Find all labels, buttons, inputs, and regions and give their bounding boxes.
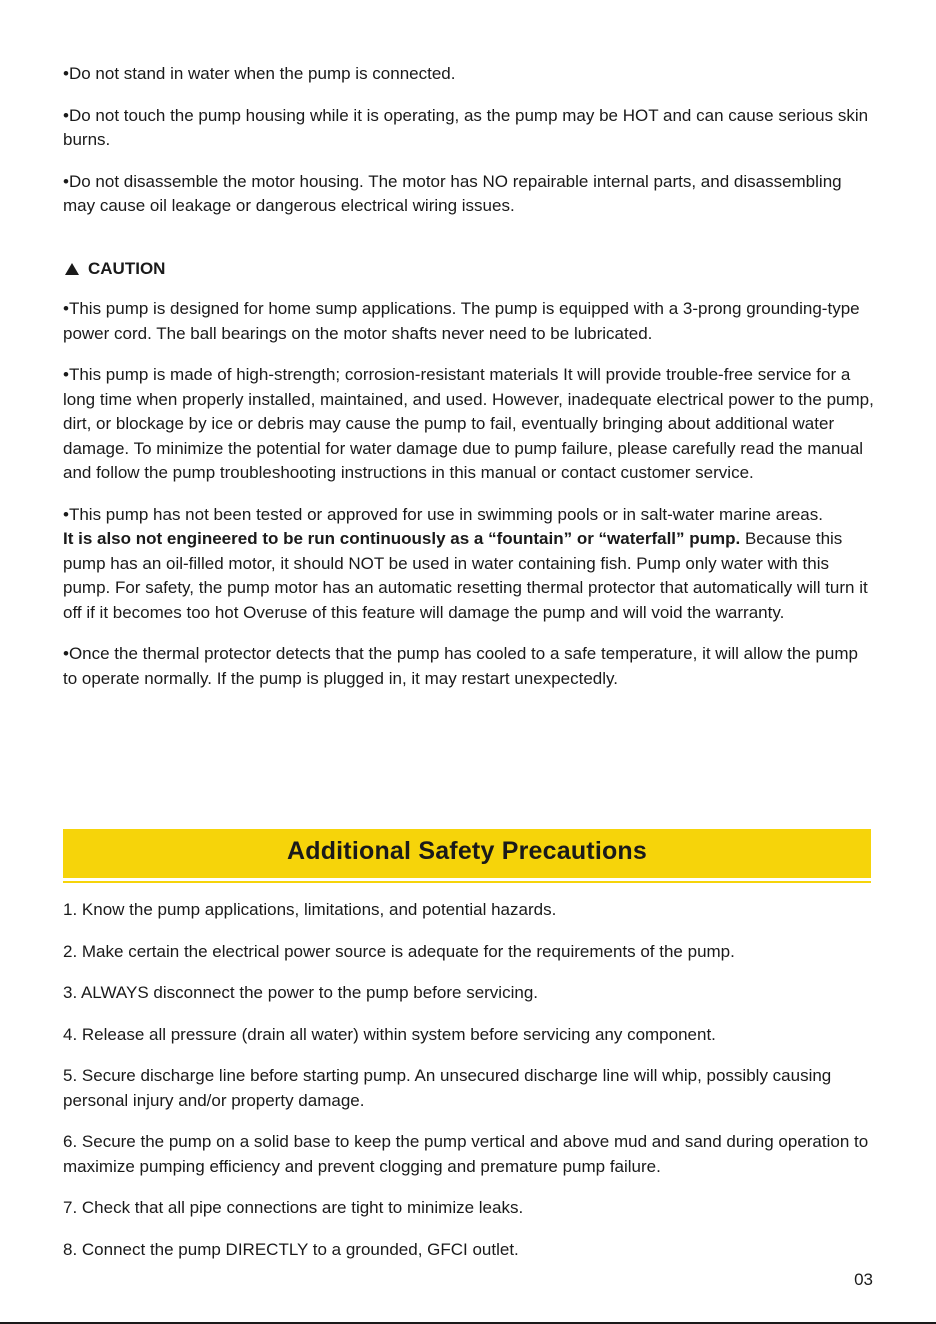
list-item: 3. ALWAYS disconnect the power to the pump before servicing. xyxy=(63,983,538,1002)
list-item: 7. Check that all pipe connections are tight to minimize leaks. xyxy=(63,1198,524,1217)
caution-text: •This pump has not been tested or approved for use in swimming pools or in salt-water marine areas. xyxy=(63,504,823,524)
caution-paragraph: •This pump is designed for home sump applications. The pump is equipped with a 3-prong grounding-type power cord. The ball bearings on the motor shafts never need to be lubricated. xyxy=(63,299,860,343)
section-title: Additional Safety Precautions xyxy=(286,837,648,866)
list-item: 6. Secure the pump on a solid base to keep the pump vertical and above mud and sand during operation to maximize pumping efficiency and prevent clogging and premature pump failure. xyxy=(63,1132,869,1176)
list-item: 1. Know the pump applications, limitations, and potential hazards. xyxy=(63,900,557,919)
list-item: 2. Make certain the electrical power source is adequate for the requirements of the pump. xyxy=(63,941,735,961)
warning-item: •Do not touch the pump housing while it is operating, as the pump may be HOT and can cause serious skin burns. xyxy=(63,105,869,149)
section-banner xyxy=(63,829,871,878)
caution-bold-text: It is also not engineered to be run continuously as a “fountain” or “waterfall” pump. xyxy=(63,529,741,548)
list-item: 4. Release all pressure (drain all water) within system before servicing any component. xyxy=(63,1024,716,1044)
caution-title: CAUTION xyxy=(88,258,166,278)
caution-heading xyxy=(63,257,875,282)
caution-paragraph: •Once the thermal protector detects that the pump has cooled to a safe temperature, it will allow the pump to operate normally. If the pump is plugged in, it may restart unexpectedly. xyxy=(63,644,858,688)
page-number: 03 xyxy=(854,1270,873,1289)
caution-text: Because this pump has an oil-filled motor, it should NOT be used in water containing fish. Pump only water with this pump. For safety, the pump motor has an automatic resetting thermal protector that automatically will turn it off if it becomes too hot Overuse of this feature will damage the pump and will void the warranty. xyxy=(63,529,868,622)
caution-paragraph xyxy=(63,503,875,626)
precautions-list xyxy=(63,898,875,1279)
warning-item: •Do not stand in water when the pump is connected. xyxy=(63,64,456,83)
warning-item: •Do not disassemble the motor housing. The motor has NO repairable internal parts, and disassembling may cause oil leakage or dangerous electrical wiring issues. xyxy=(63,171,842,215)
caution-paragraph: •This pump is made of high-strength; corrosion-resistant materials It will provide trouble-free service for a long time when properly installed, maintained, and used. However, inadequate electrical power to the pump, dirt, or blockage by ice or debris may cause the pump to fail, eventually bringing about additional water damage. To minimize the potential for water damage due to pump failure, please carefully read the manual and follow the pump troubleshooting instructions in this manual or contact customer service. xyxy=(63,365,874,482)
warning-triangle-icon xyxy=(65,263,79,275)
list-item: 8. Connect the pump DIRECTLY to a grounded, GFCI outlet. xyxy=(63,1239,519,1259)
list-item: 5. Secure discharge line before starting pump. An unsecured discharge line will whip, possibly causing personal injury and/or property damage. xyxy=(63,1066,832,1110)
warnings-section xyxy=(63,62,875,708)
